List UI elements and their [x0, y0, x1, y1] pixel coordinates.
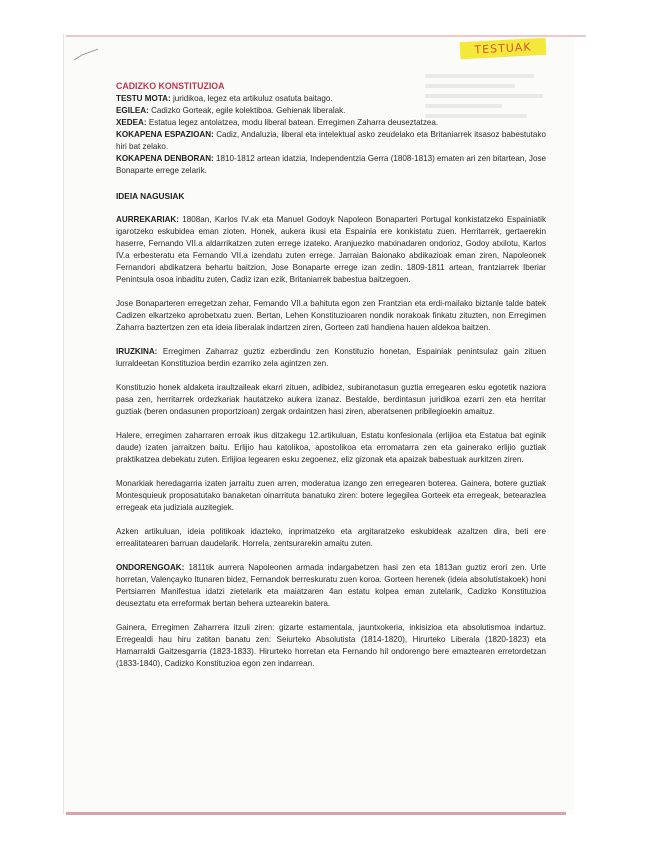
paragraph: [116, 214, 546, 286]
page-bottom-border: [66, 812, 566, 815]
meta-label: KOKAPENA DENBORAN:: [116, 154, 214, 163]
page-top-border: [66, 35, 586, 37]
paragraph: [116, 298, 546, 334]
paragraph: [116, 562, 546, 610]
meta-line: [116, 153, 546, 177]
paragraph: [116, 430, 546, 466]
meta-line: [116, 105, 546, 117]
paragraph-text: Erregimen Zaharraz guztiz ezberdindu zen Konstituzio honetan, Espainiak penintsulaz gain zituen lurraldeetan Konstituzioa berdin ezarriko zela agintzen zen.: [116, 347, 546, 368]
meta-text: juridikoa, legez eta artikuluz osatuta baitago.: [170, 94, 333, 103]
meta-line: [116, 129, 546, 153]
meta-label: KOKAPENA ESPAZIOAN:: [116, 130, 214, 139]
document-body: [116, 80, 546, 682]
meta-text: Cadiz, Andaluzia, liberal eta intelektual asko zeudelako eta Britaniarrek itsasoz babestutako hiri bat zelako.: [116, 130, 546, 151]
paragraph-label: AURREKARIAK:: [116, 215, 179, 224]
paragraph: [116, 346, 546, 370]
paragraph-label: ONDORENGOAK:: [116, 563, 185, 572]
paragraph: [116, 478, 546, 514]
paragraph-text: Jose Bonaparteren erregetzan zehar, Fernando VII.a bahituta egon zen Frantzian eta erdi-mailako biztanle talde batek Cadizen elkartzeko aprobetxatu zuen. Bertan, Lehen Konstituzioaren nondik norakoak finkatu zituzten, non Erregimen Zaharra baztertzen zen eta ideia liberalak indartzen ziren, Gorteen zati handiena hauen aldekoa baitzen.: [116, 299, 546, 332]
meta-line: [116, 93, 546, 105]
paragraph-text: Halere, erregimen zaharraren erroak ikus ditzakegu 12.artikuluan, Estatu konfesionala (erlijioa eta Estatua bat eginik daude) izaten jarraitzen baitu. Erlijio hau katolikoa, apostolikoa eta erromatarra zen eta gainerako erlijio guztiak praktikatzea debekatu zuten. Erlijioa legearen esku zegoenez, eliz gizonak eta apaizak babestuak aurkitzen ziren.: [116, 431, 546, 464]
document-title: CADIZKO KONSTITUZIOA: [116, 81, 225, 91]
paragraph-text: Gainera, Erregimen Zaharrera itzuli ziren: gizarte estamentala, jauntxokeria, inkisizioa eta absolutismoa indartuz. Erregealdi hau hiru zatitan banatu zen: Seiurteko Absolutista (1814-1820), Hirurteko Liberala (1820-1823) eta Hamarraldi Gaitzesgarria (1823-1833). Hirurteko horretan eta Fernando hil ondorengo bere emaztearen erretordetzan (1833-1840), Cadizko Konstituzioa egon zen indarrean.: [116, 623, 546, 668]
paragraph-text: 1811tik aurrera Napoleonen armada indargabetzen hasi zen eta 1813an guztiz erori zen. Urte horretan, Valençayko Itunaren bidez, Fernandok berreskuratu zuen koroa. Gorteen herenek (ideia absolutistakoek) honi Pertsiarren Manifestua idatzi zietelarik eta maiatzaren 4an estatu kolpea eman zutelarik, Cadizko Konstituzioa deuseztatu eta erreformak bertan behera uztearekin batera.: [116, 563, 546, 608]
paragraph-text: Monarkiak heredagarria izaten jarraitu zuen arren, moderatua izango zen erregearen boterea. Gainera, botere guztiak Montesquieuk proposatutako banaketan oinarrituta banatuko ziren: botere legegilea Gorteek eta erregeak, betearazlea erregeak eta judiziala auzitegiek.: [116, 479, 546, 512]
paragraph-label: IRUZKINA:: [116, 347, 158, 356]
paragraph: [116, 622, 546, 670]
paragraph-text: Azken artikuluan, ideia politikoak idazteko, inprimatzeko eta argitaratzeko eskubideak azaltzen dira, beti ere errealitatearen barruan daudelarik. Horrela, zentsurarekin amaitu zuten.: [116, 527, 546, 548]
meta-text: Cadizko Gorteak, egile kolektiboa. Gehienak liberalak.: [148, 106, 346, 115]
meta-label: TESTU MOTA:: [116, 94, 171, 103]
pen-mark-icon: [72, 48, 98, 62]
testuak-tag: TESTUAK: [460, 38, 547, 59]
paragraph: [116, 382, 546, 418]
meta-text: 1810-1812 artean idatzia, Independentzia Gerra (1808-1813) ematen ari zen bitartean, Jose Bonaparte errege zelarik.: [116, 154, 546, 175]
meta-label: XEDEA:: [116, 118, 147, 127]
section-heading: IDEIA NAGUSIAK: [116, 191, 185, 201]
paragraph-text: 1808an, Karlos IV.ak eta Manuel Godoyk Napoleon Bonaparteri Portugal konkistatzeko Espainiatik igarotzeko eskubidea eman zioten. Honek, aukera ikusi eta Espainia ere konkistatu zuen. Herritarrek, gertaerekin haserre, Fernando VII.a aldarrikatzen zuten errege izateko. Aranjuezko matxinadaren ondorioz, Godoy atxilotu, Karlos IV.a erbesteratu eta Fernando VII.a izendatu zuten errege. Jarraian Baionako abdikazioak eman ziren, Napoleonek Fernandori abdikatzera behartu baitzion, Jose Bonaparte errege izan zedin. 1809-1811 artean, frantziarrek Iberiar Penintsula osoa inbaditu zuten, Cadiz izan ezik, Britaniarrek babestua baitzegoen.: [116, 215, 546, 284]
paragraph-text: Konstituzio honek aldaketa iraultzaileak ekarri zituen, adibidez, subiranotasun guztia erregearen esku egotetik naziora pasa zen, herritarrek ordezkariak hautatzeko aukera izanaz. Bestalde, berdintasun juridikoa ezarri zen eta herritar guztiak (beren ondasunen proportzioan) zergak ordaintzen hasi ziren, aberatsenen pribilegioekin amaituz.: [116, 383, 546, 416]
meta-line: [116, 117, 546, 129]
meta-label: EGILEA:: [116, 106, 149, 115]
meta-text: Estatua legez antolatzea, modu liberal batean. Erregimen Zaharra deuseztatzea.: [146, 118, 439, 127]
paragraph: [116, 526, 546, 550]
